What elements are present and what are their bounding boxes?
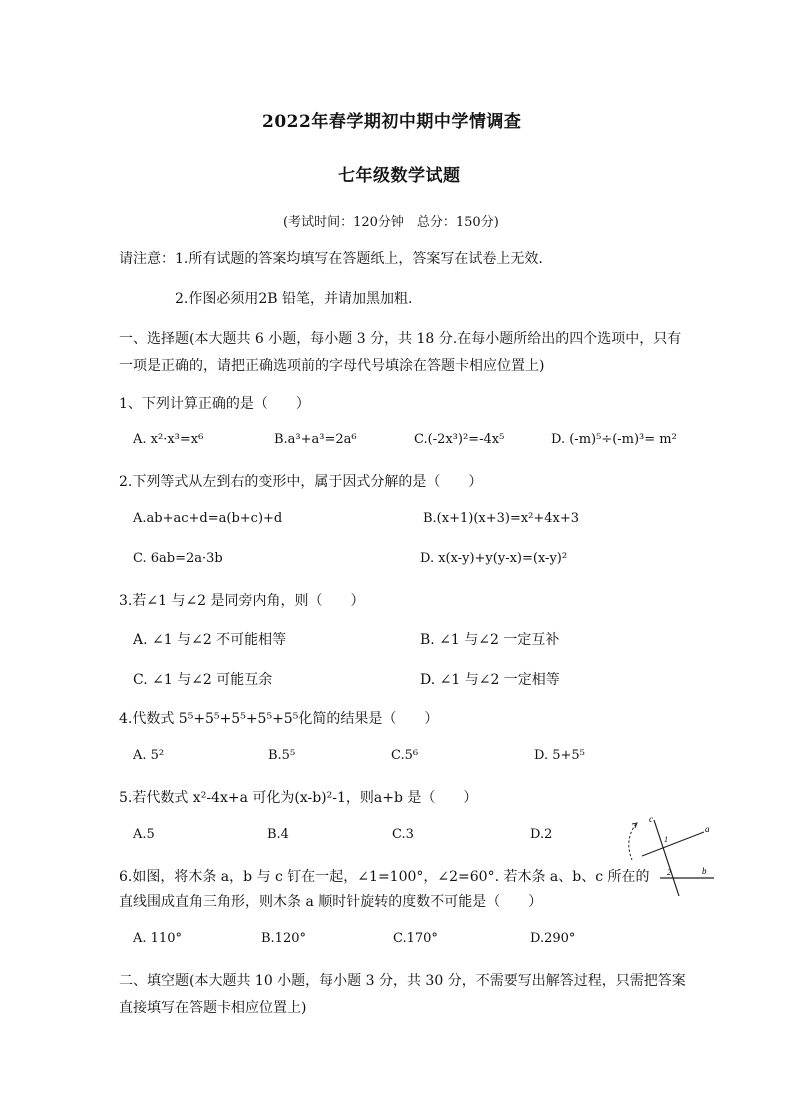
question-5-option-d: D.2 — [530, 827, 553, 842]
section2-heading-line-1: 二、填空题(本大题共 10 小题，每小题 3 分，共 30 分，不需要写出解答过程，只需把答案 — [119, 973, 686, 989]
label-b: b — [702, 866, 707, 876]
question-1-option-a: A. x²·x³=x⁶ — [133, 432, 204, 447]
label-a: a — [705, 824, 710, 834]
question-2-option-d: D. x(x-y)+y(y-x)=(x-y)² — [420, 551, 568, 566]
question-1-option-d: D. (-m)⁵÷(-m)³= m² — [551, 432, 677, 447]
question-4-stem: 4.代数式 5⁵+5⁵+5⁵+5⁵+5⁵化简的结果是（ ） — [119, 711, 439, 727]
question-2-stem: 2.下列等式从左到右的变形中，属于因式分解的是（ ） — [119, 474, 483, 490]
label-c: c — [649, 814, 653, 824]
question-6-option-a: A. 110° — [133, 931, 182, 946]
question-6-figure — [622, 810, 722, 900]
section1-heading-line-2: 一项是正确的，请把正确选项前的字母代号填涂在答题卡相应位置上) — [119, 358, 545, 374]
label-angle-1: 1 — [664, 835, 668, 844]
question-3-stem: 3.若∠1 与∠2 是同旁内角，则（ ） — [119, 593, 365, 609]
question-1-option-b: B.a³+a³=2a⁶ — [274, 432, 357, 447]
exam-info: (考试时间：120分钟 总分：150分) — [283, 215, 499, 230]
line-c — [654, 820, 679, 896]
question-5-option-c: C.3 — [392, 827, 414, 842]
line-a — [642, 832, 704, 856]
question-6-option-d: D.290° — [530, 931, 576, 946]
question-3-option-d: D. ∠1 与∠2 一定相等 — [420, 672, 560, 688]
question-4-option-d: D. 5+5⁵ — [534, 748, 585, 763]
question-6-stem-line-1: 6.如图，将木条 a，b 与 c 钉在一起，∠1=100°，∠2=60°. 若木条 a、b、c 所在的 — [119, 869, 650, 885]
question-5-stem: 5.若代数式 x²-4x+a 可化为(x-b)²-1，则a+b 是（ ） — [119, 790, 478, 806]
label-angle-2: 2 — [667, 868, 671, 877]
section2-heading-line-2: 直接填写在答题卡相应位置上) — [119, 1000, 307, 1016]
question-6-stem-line-2: 直线围成直角三角形，则木条 a 顺时针旋转的度数不可能是（ ） — [119, 894, 543, 910]
rotation-arrow — [629, 824, 636, 860]
question-4-option-b: B.5⁵ — [268, 748, 296, 763]
question-5-option-a: A.5 — [133, 827, 155, 842]
exam-title: 2022年春学期初中期中学情调查 — [262, 112, 522, 132]
question-4-option-c: C.5⁶ — [391, 748, 419, 763]
question-2-option-b: B.(x+1)(x+3)=x²+4x+3 — [423, 511, 580, 526]
exam-subtitle: 七年级数学试题 — [338, 166, 461, 186]
question-1-option-c: C.(-2x³)²=-4x⁵ — [414, 432, 505, 447]
section1-heading-line-1: 一、选择题(本大题共 6 小题，每小题 3 分，共 18 分.在每小题所给出的四个选项中，只有 — [119, 331, 682, 347]
question-6-option-c: C.170° — [393, 931, 438, 946]
question-2-option-c: C. 6ab=2a·3b — [133, 551, 223, 566]
question-5-option-b: B.4 — [267, 827, 289, 842]
notice-line-2: 2.作图必须用2B 铅笔，并请加黑加粗. — [175, 291, 413, 307]
question-2-option-a: A.ab+ac+d=a(b+c)+d — [133, 511, 283, 526]
question-3-option-c: C. ∠1 与∠2 可能互余 — [133, 672, 273, 688]
question-3-option-a: A. ∠1 与∠2 不可能相等 — [133, 632, 287, 648]
notice-line-1: 请注意：1.所有试题的答案均填写在答题纸上，答案写在试卷上无效. — [119, 251, 543, 267]
question-6-option-b: B.120° — [261, 931, 306, 946]
question-4-option-a: A. 5² — [133, 748, 165, 763]
question-1-stem: 1、下列计算正确的是（ ） — [119, 396, 310, 412]
question-3-option-b: B. ∠1 与∠2 一定互补 — [420, 632, 560, 648]
